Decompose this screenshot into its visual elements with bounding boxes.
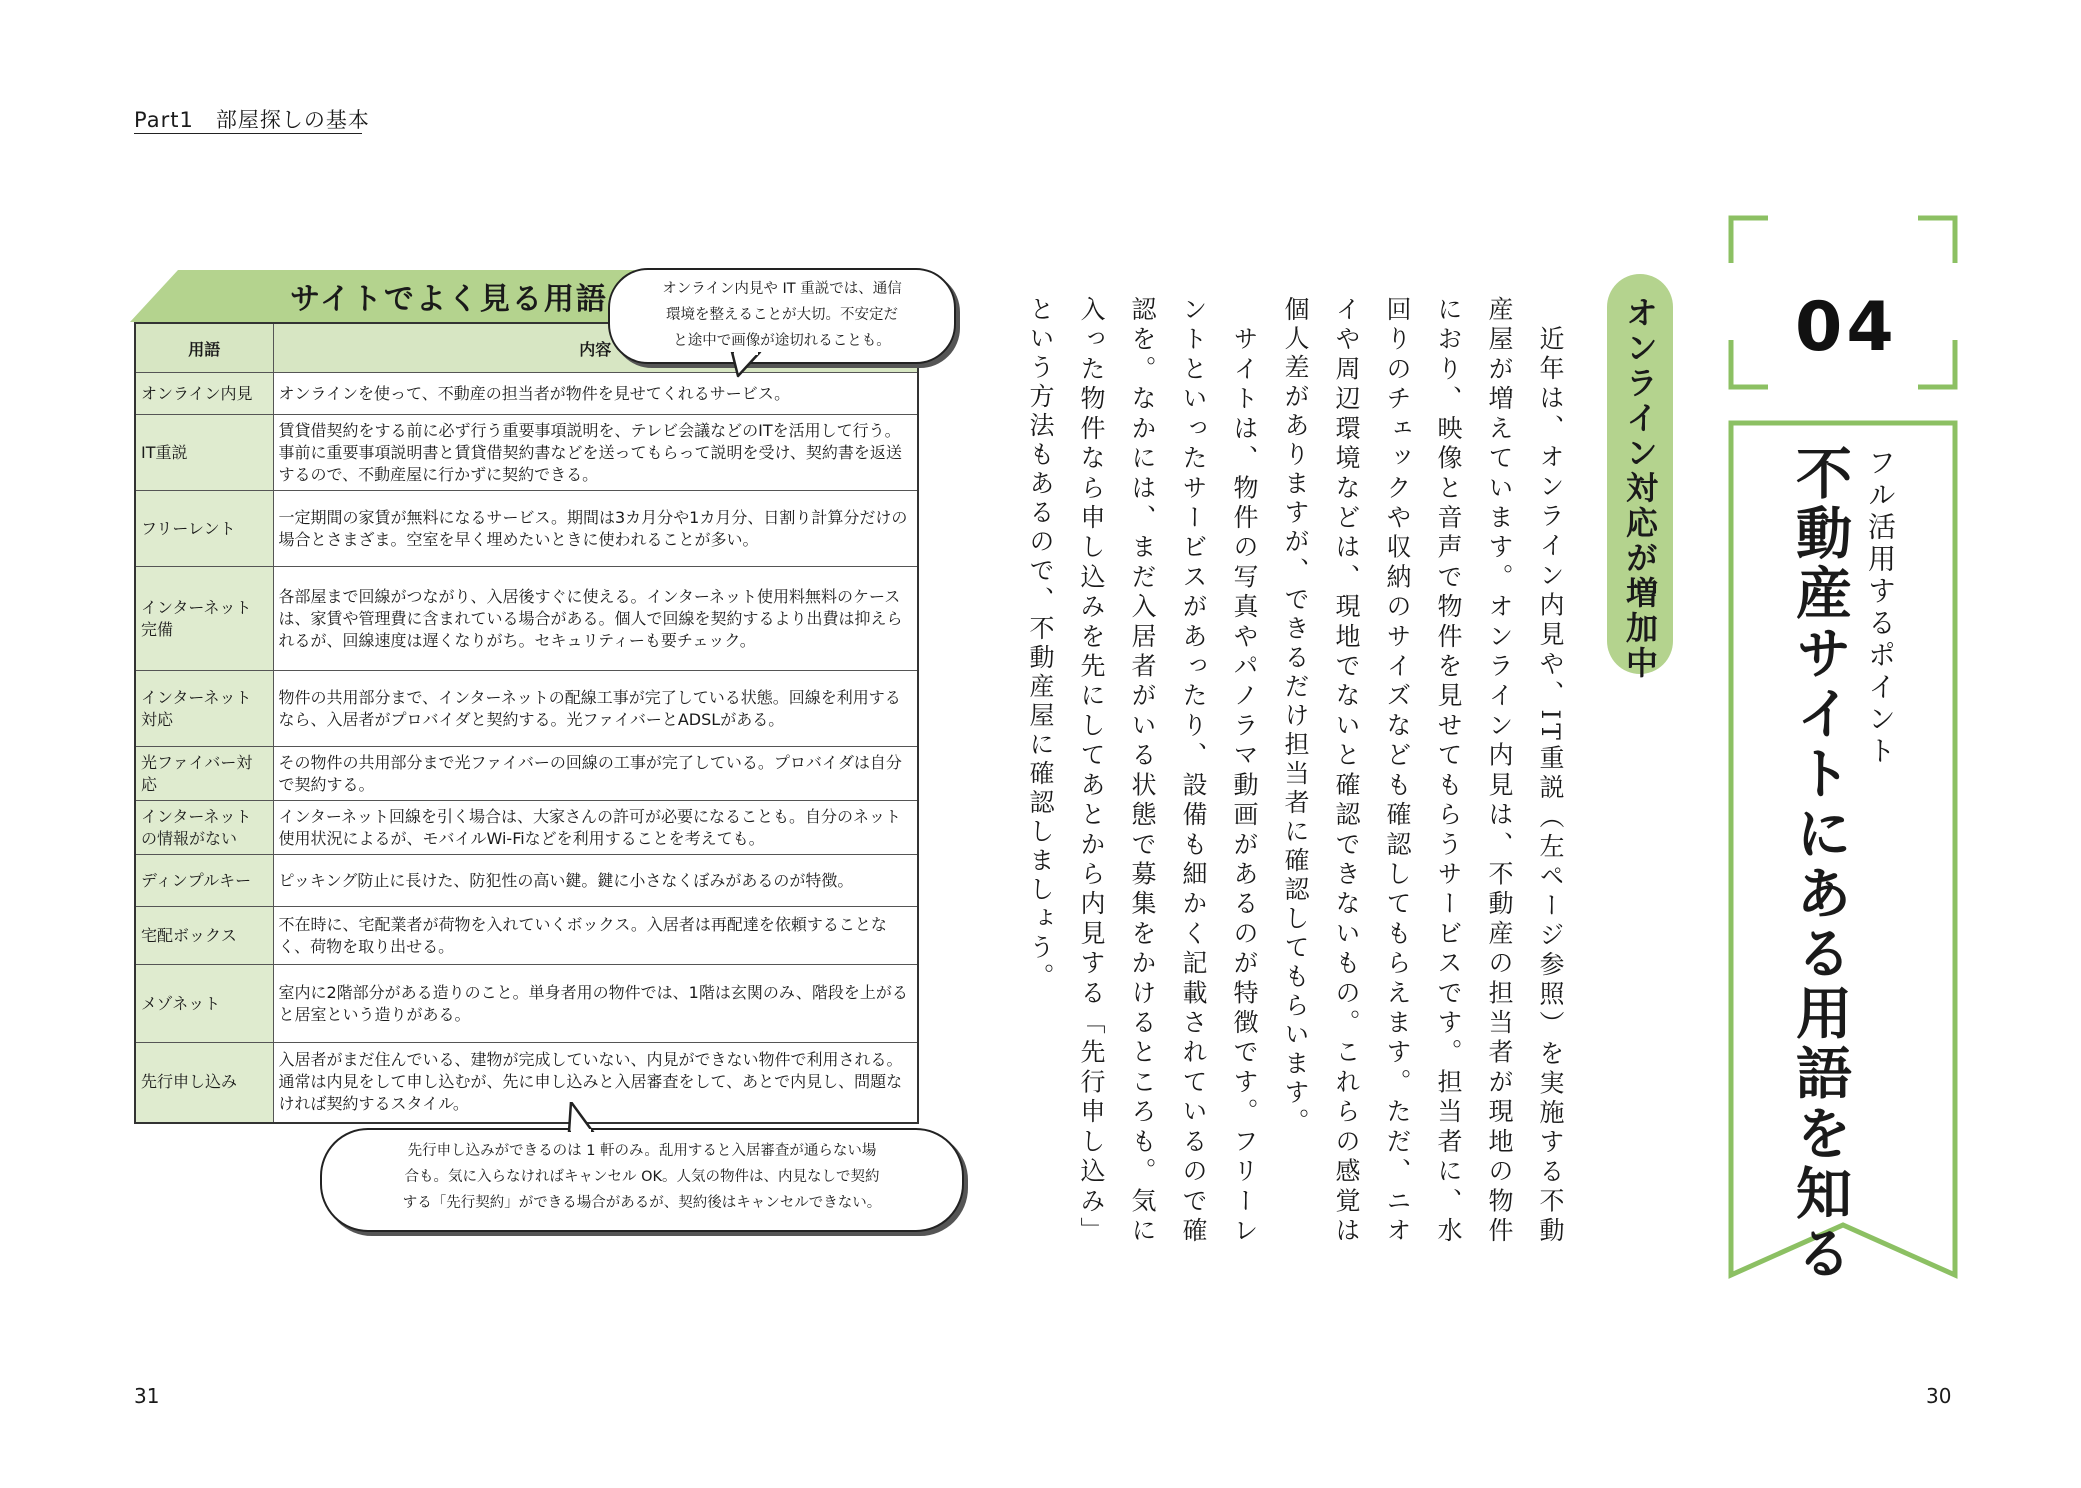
table-row	[135, 567, 918, 671]
table-header-content: 内容	[273, 323, 918, 373]
desc-cell: 入居者がまだ住んでいる、建物が完成していない、内見ができない物件で利用される。通常は内見をして申し込むが、先に申し込みと入居審査をして、あとで内見し、問題なければ契約するスタイル。	[273, 1043, 918, 1123]
table-title: サイトでよく見る用語	[290, 282, 608, 317]
bubble-line: と途中で画像が途切れることも。	[673, 333, 891, 349]
subhead: オンライン対応が増加中	[1621, 296, 1659, 681]
term-cell: インターネット対応	[135, 671, 273, 747]
table-row	[135, 907, 918, 965]
term-cell: ディンプルキー	[135, 855, 273, 907]
table-row	[135, 1043, 918, 1123]
term-cell: 光ファイバー対応	[135, 747, 273, 801]
body-text: 近年は、オンライン内見や、IT重説（左ページ参照）を実施する不動産屋が増えています。オンライン内見は、不動産の担当者が現地の物件におり、映像と音声で物件を見せてもらうサービスです。担当者に、水回りのチェックや収納のサイズなども確認してもらえます。ただ、ニオイや周辺環境などは、現地でないと確認できないもの。これらの感覚は個人差がありますが、できるだけ担当者に確認してもらいます。 サイトは、物件の写真やパノラマ動画があるのが特徴です。フリーレントといったサービスがあったり、設備も細かく記載されているので確認を。なかには、まだ入居者がいる状態で募集をかけるところも。気に入った物件なら申し込みを先にしてあとから内見する「先行申し込み」という方法もあるので、不動産屋に確認しましょう。	[1026, 296, 1565, 1246]
term-cell: 宅配ボックス	[135, 907, 273, 965]
terms-table	[134, 322, 919, 1124]
term-cell: オンライン内見	[135, 373, 273, 415]
term-cell: メゾネット	[135, 965, 273, 1043]
desc-cell: 不在時に、宅配業者が荷物を入れていくボックス。入居者は再配達を依頼することなく、荷物を取り出せる。	[273, 907, 918, 965]
table-row	[135, 671, 918, 747]
running-header: Part1 部屋探しの基本	[134, 108, 370, 132]
desc-cell: 賃貸借契約をする前に必ず行う重要事項説明を、テレビ会議などのITを活用して行う。事前に重要事項説明書と賃貸借契約書などを送ってもらって説明を受け、契約書を返送するので、不動産屋に行かずに契約できる。	[273, 415, 918, 491]
chapter-title: 不動産サイトにある用語を知る	[1787, 444, 1852, 1284]
table-row	[135, 965, 918, 1043]
bubble-line: オンライン内見や IT 重説では、通信	[662, 281, 902, 297]
page-number-left: 31	[134, 1384, 160, 1408]
term-cell: インターネット完備	[135, 567, 273, 671]
term-cell: インターネットの情報がない	[135, 801, 273, 855]
table-row	[135, 373, 918, 415]
table-row	[135, 801, 918, 855]
table-row	[135, 747, 918, 801]
page-number-right: 30	[1926, 1384, 1952, 1408]
desc-cell: 各部屋まで回線がつながり、入居後すぐに使える。インターネット使用料無料のケースは、家賃や管理費に含まれている場合がある。個人で回線を契約するより出費は抑えられるが、回線速度は遅くなりがち。セキュリティーも要チェック。	[273, 567, 918, 671]
table-row	[135, 855, 918, 907]
term-cell: 先行申し込み	[135, 1043, 273, 1123]
chapter-number: 04	[1795, 288, 1898, 367]
speech-bubble-tail-icon	[730, 352, 770, 378]
desc-cell: オンラインを使って、不動産の担当者が物件を見せてくれるサービス。	[273, 373, 918, 415]
desc-cell: インターネット回線を引く場合は、大家さんの許可が必要になることも。自分のネット使用状況によるが、モバイルWi-Fiなどを利用することを考えても。	[273, 801, 918, 855]
table-row	[135, 415, 918, 491]
running-header-rule	[134, 133, 362, 134]
desc-cell: ピッキング防止に長けた、防犯性の高い鍵。鍵に小さなくぼみがあるのが特徴。	[273, 855, 918, 907]
table-header-term: 用語	[135, 323, 273, 373]
chapter-kicker: フル活用するポイント	[1864, 448, 1897, 768]
table-row	[135, 491, 918, 567]
speech-bubble-tail-icon	[565, 1102, 601, 1132]
desc-cell: 室内に2階部分がある造りのこと。単身者用の物件では、1階は玄関のみ、階段を上がると居室という造りがある。	[273, 965, 918, 1043]
speech-bubble-top	[608, 268, 956, 364]
desc-cell: その物件の共用部分まで光ファイバーの回線の工事が完了している。プロバイダは自分で契約する。	[273, 747, 918, 801]
bubble-line: する「先行契約」ができる場合があるが、契約後はキャンセルできない。	[402, 1195, 882, 1211]
bubble-line: 環境を整えることが大切。不安定だ	[666, 307, 898, 323]
desc-cell: 一定期間の家賃が無料になるサービス。期間は3カ月分や1カ月分、日割り計算分だけの場合とさまざま。空室を早く埋めたいときに使われることが多い。	[273, 491, 918, 567]
bubble-line: 先行申し込みができるのは 1 軒のみ。乱用すると入居審査が通らない場	[407, 1143, 877, 1159]
term-cell: フリーレント	[135, 491, 273, 567]
bubble-line: 合も。気に入らなければキャンセル OK。人気の物件は、内見なしで契約	[404, 1169, 880, 1185]
term-cell: IT重説	[135, 415, 273, 491]
speech-bubble-bottom	[320, 1128, 964, 1232]
desc-cell: 物件の共用部分まで、インターネットの配線工事が完了している状態。回線を利用するなら、入居者がプロバイダと契約する。光ファイバーとADSLがある。	[273, 671, 918, 747]
